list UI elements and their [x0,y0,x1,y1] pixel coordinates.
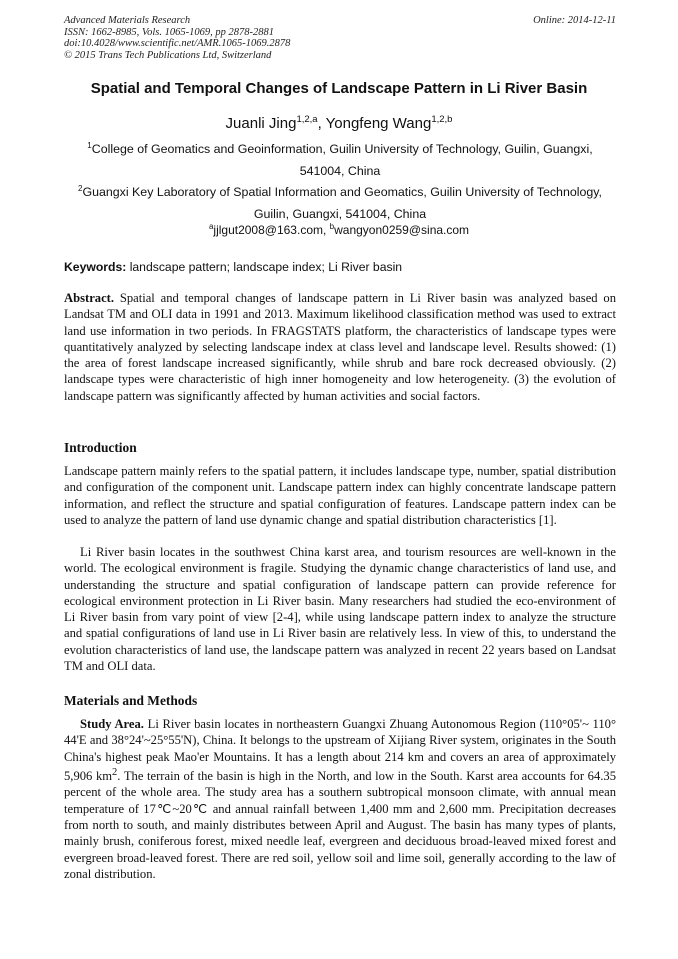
introduction-heading: Introduction [64,440,137,455]
author-list [0,114,678,132]
author-name: Juanli Jing [225,115,297,132]
affiliation-superscript: 1 [87,141,92,150]
email-text: jjlgut2008@163.com, [213,223,330,237]
introduction-paragraph-1: Landscape pattern mainly refers to the spatial pattern, it includes landscape type, number, spatial distribution and configuration of the component unit. Landscape pattern index can highly concentrate landscape pattern information, and reflect the structure and spatial configuration of features. Landscape pattern index can be used to analyze the pattern of land use dynamic change and spatial distribution characteristics [1]. [64,464,616,527]
affiliation-text: Guangxi Key Laboratory of Spatial Information and Geomatics, Guilin University of Technology, [82,185,602,200]
paper-title: Spatial and Temporal Changes of Landscape Pattern in Li River Basin [90,80,588,97]
online-date: Online: 2014-12-11 [533,15,616,26]
keywords-text: landscape pattern; landscape index; Li River basin [126,260,403,274]
abstract-paragraph [64,290,616,404]
journal-header [64,15,616,61]
methods-heading: Materials and Methods [64,693,198,708]
keywords-line [64,260,616,274]
journal-name: Advanced Materials Research [64,15,191,26]
affiliation-superscript: 2 [78,184,83,193]
author-name: Yongfeng Wang [325,115,432,132]
email-text: wangyon0259@sina.com [334,223,470,237]
author-emails [0,222,678,237]
affiliation-2 [64,178,616,225]
email-superscript: a [208,222,214,231]
affiliation-text: College of Geomatics and Geoinformation, Guilin University of Technology, Guilin, Guangxi, [91,142,593,157]
study-area-paragraph [64,716,616,882]
copyright-line: © 2015 Trans Tech Publications Ltd, Switzerland [64,49,272,61]
introduction-paragraph-2: Li River basin locates in the southwest China karst area, and tourism resources are well-known in the world. The ecological environment is fragile. Studying the dynamic change characteristics of land use, and understanding the structure and spatial configuration of landscape pattern can provide reference for ecological environment protection in Li River basin. Many researchers had studied the eco-environment of Li River basin from vary point of view [2-4], while using landscape pattern index to analyze the structure and spatial configurations of land use in Li River basin are relatively less. In view of this, to understand the evolution characteristics of land use, the landscape pattern was analyzed in recent 22 years based on Landsat TM and OLI data. [64,545,616,674]
author-superscript: 1,2,b [431,114,453,125]
abstract-text: Spatial and temporal changes of landscape pattern in Li River basin was analyzed based on Landsat TM and OLI data in 1991 and 2013. Maximum likelihood classification method was used to extract land use information in two periods. In FRAGSTATS platform, the characteristics of landscape types were quantitatively analyzed by selecting landscape index at class level and landscape level. Results showed: (1) the area of forest landscape increased significantly, while shrub and bare rock decreased obviously. (2) landscape types were characteristic of high inner homogeneity and low heterogeneity. (3) the evolution of landscape pattern was significantly affected by human activities and social factors. [64,291,616,403]
email-superscript: b [329,222,335,231]
doi-line: doi:10.4028/www.scientific.net/AMR.1065-1069.2878 [64,38,291,49]
affiliation-text: Guilin, Guangxi, 541004, China [253,207,427,222]
affiliation-text: 541004, China [299,164,381,179]
study-area-text: Li River basin locates in northeastern Guangxi Zhuang Autonomous Region (110°05'~ 110° 44'E and 38°24'~25°55'N), China. It belongs to the upstream of Xijiang River system, originates in the South China's highest peak Mao'er Mountains. It has a length about 214 km and covers an area of approximately 5,906 km [64,717,616,784]
issn-line: ISSN: 1662-8985, Vols. 1065-1069, pp 2878-2881 [64,26,274,38]
area-unit-superscript: 2 [112,766,118,778]
author-separator: , [317,115,326,132]
study-area-label: Study Area. [80,717,144,731]
study-area-text: . The terrain of the basin is high in the North, and low in the South. Karst area accounts for 64.35 percent of the whole area. The study area has a southern subtropical monsoon climate, with annual mean temperature of 17℃~20℃ and annual rainfall between 1,400 mm and 2,600 mm. Precipitation decreases from north to south, and mainly distributes between April and August. The basin has many types of plants, mainly brush, coniferous forest, mixed needle leaf, evergreen and deciduous broad-leaved mixed forest and evergreen broad-leaved forest. There are red soil, yellow soil and lime soil, generally according to the law of zonal distribution. [64,769,616,881]
author-superscript: 1,2,a [296,114,318,125]
keywords-label: Keywords: [64,260,127,274]
abstract-label: Abstract. [64,291,115,305]
affiliation-1 [64,135,616,182]
